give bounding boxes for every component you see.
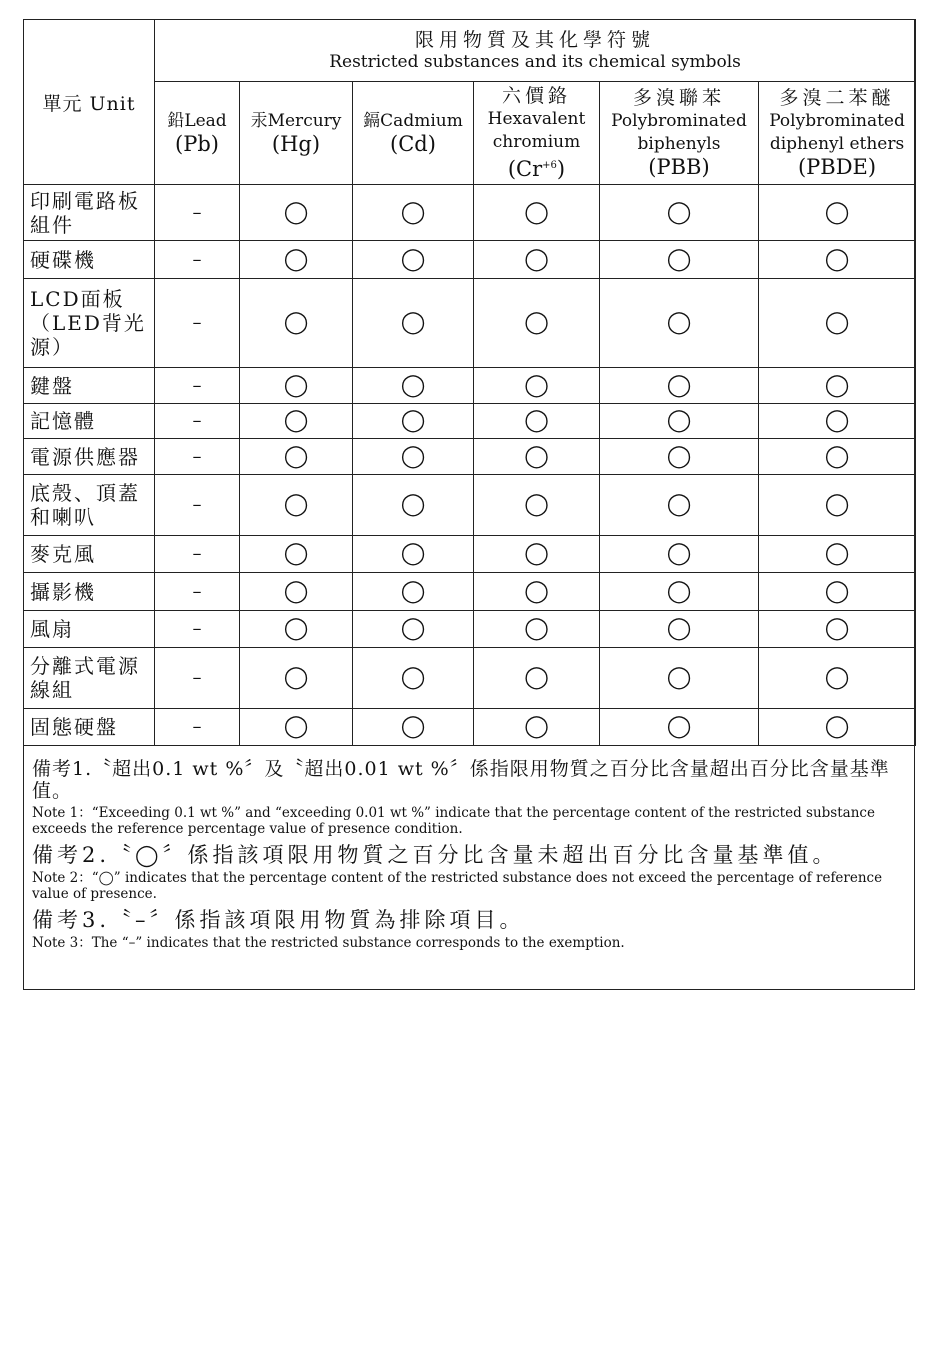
note3-zh: 備考3.〝–〞係指該項限用物質為排除項目。 bbox=[32, 908, 525, 932]
compliance-mark: ◯ bbox=[240, 241, 353, 279]
compliance-mark: ◯ bbox=[759, 573, 916, 611]
compliance-mark: ◯ bbox=[353, 611, 474, 648]
substance-header-pbb bbox=[600, 82, 759, 185]
compliance-mark: ◯ bbox=[600, 573, 759, 611]
substance-symbol: (Hg) bbox=[271, 132, 321, 156]
compliance-mark: ◯ bbox=[353, 709, 474, 746]
compliance-mark: ◯ bbox=[353, 404, 474, 439]
exemption-mark: – bbox=[155, 611, 240, 648]
table-row bbox=[24, 368, 916, 404]
compliance-mark: ◯ bbox=[759, 475, 916, 536]
exemption-mark: – bbox=[155, 185, 240, 241]
unit-cell: 鍵盤 bbox=[24, 368, 155, 404]
exemption-mark: – bbox=[155, 648, 240, 709]
compliance-mark: ◯ bbox=[759, 185, 916, 241]
compliance-mark: ◯ bbox=[353, 573, 474, 611]
compliance-mark: ◯ bbox=[353, 648, 474, 709]
compliance-mark: ◯ bbox=[759, 648, 916, 709]
compliance-mark: ◯ bbox=[240, 573, 353, 611]
compliance-mark: ◯ bbox=[759, 368, 916, 404]
compliance-mark: ◯ bbox=[240, 648, 353, 709]
compliance-mark: ◯ bbox=[600, 279, 759, 368]
compliance-mark: ◯ bbox=[240, 709, 353, 746]
compliance-mark: ◯ bbox=[600, 241, 759, 279]
unit-cell: 固態硬盤 bbox=[24, 709, 155, 746]
unit-cell: 底殼、頂蓋和喇叭 bbox=[24, 475, 155, 536]
compliance-mark: ◯ bbox=[759, 709, 916, 746]
substance-en-line1: Polybrominated bbox=[769, 111, 905, 131]
exemption-mark: – bbox=[155, 368, 240, 404]
compliance-mark: ◯ bbox=[353, 185, 474, 241]
compliance-mark: ◯ bbox=[600, 475, 759, 536]
unit-cell: LCD面板（LED背光源） bbox=[24, 279, 155, 368]
compliance-mark: ◯ bbox=[600, 536, 759, 573]
compliance-mark: ◯ bbox=[474, 279, 600, 368]
compliance-mark: ◯ bbox=[474, 368, 600, 404]
restricted-substances-header bbox=[155, 20, 916, 82]
compliance-mark: ◯ bbox=[474, 185, 600, 241]
compliance-mark: ◯ bbox=[474, 573, 600, 611]
substance-en: Cadmium bbox=[380, 111, 463, 131]
exemption-mark: – bbox=[155, 241, 240, 279]
substance-zh: 六價鉻 bbox=[501, 85, 571, 107]
compliance-mark: ◯ bbox=[240, 475, 353, 536]
compliance-mark: ◯ bbox=[600, 368, 759, 404]
compliance-mark: ◯ bbox=[600, 404, 759, 439]
table-row bbox=[24, 241, 916, 279]
unit-cell: 電源供應器 bbox=[24, 439, 155, 475]
substance-header-pbde bbox=[759, 82, 916, 185]
unit-cell: 硬碟機 bbox=[24, 241, 155, 279]
table-body bbox=[24, 185, 916, 746]
unit-cell: 風扇 bbox=[24, 611, 155, 648]
compliance-mark: ◯ bbox=[474, 439, 600, 475]
compliance-mark: ◯ bbox=[759, 404, 916, 439]
compliance-mark: ◯ bbox=[474, 475, 600, 536]
table-row bbox=[24, 709, 916, 746]
table-row bbox=[24, 439, 916, 475]
compliance-mark: ◯ bbox=[353, 536, 474, 573]
substance-en: Lead bbox=[184, 111, 227, 131]
compliance-mark: ◯ bbox=[353, 475, 474, 536]
substance-en-line2: chromium bbox=[492, 132, 581, 152]
substance-symbol: $(Cr^{+6})$ bbox=[507, 157, 566, 181]
charge-superscript: +6 bbox=[542, 160, 557, 171]
unit-cell: 攝影機 bbox=[24, 573, 155, 611]
compliance-mark: ◯ bbox=[240, 279, 353, 368]
unit-cell: 記憶體 bbox=[24, 404, 155, 439]
compliance-mark: ◯ bbox=[759, 536, 916, 573]
compliance-mark: ◯ bbox=[474, 709, 600, 746]
substance-zh: 多溴聯苯 bbox=[632, 87, 725, 109]
substance-en: Mercury bbox=[267, 111, 342, 131]
compliance-mark: ◯ bbox=[240, 368, 353, 404]
compliance-mark: ◯ bbox=[600, 439, 759, 475]
compliance-mark: ◯ bbox=[353, 439, 474, 475]
substance-header-cadmium bbox=[353, 82, 474, 185]
table-row bbox=[24, 404, 916, 439]
table-row bbox=[24, 611, 916, 648]
table-row bbox=[24, 185, 916, 241]
note1-zh: 備考1.〝超出0.1 wt %〞及〝超出0.01 wt %〞係指限用物質之百分比含量超出百分比含量基準值。 bbox=[32, 758, 890, 802]
substance-en-line2: diphenyl ethers bbox=[769, 134, 905, 154]
exemption-mark: – bbox=[155, 536, 240, 573]
note3-en: Note 3：The “–” indicates that the restricted substance corresponds to the exemption. bbox=[32, 935, 625, 951]
compliance-mark: ◯ bbox=[240, 404, 353, 439]
compliance-mark: ◯ bbox=[600, 648, 759, 709]
exemption-mark: – bbox=[155, 709, 240, 746]
compliance-mark: ◯ bbox=[353, 241, 474, 279]
substance-symbol: (PBB) bbox=[648, 155, 710, 179]
substance-header-lead bbox=[155, 82, 240, 185]
compliance-mark: ◯ bbox=[240, 536, 353, 573]
compliance-mark: ◯ bbox=[759, 279, 916, 368]
compliance-mark: ◯ bbox=[240, 611, 353, 648]
rohs-declaration bbox=[23, 19, 915, 990]
substance-en-line1: Polybrominated bbox=[611, 111, 747, 131]
compliance-mark: ◯ bbox=[353, 368, 474, 404]
compliance-mark: ◯ bbox=[600, 185, 759, 241]
table-row bbox=[24, 279, 916, 368]
substance-header-hexavalent-chromium bbox=[474, 82, 600, 185]
exemption-mark: – bbox=[155, 475, 240, 536]
exemption-mark: – bbox=[155, 573, 240, 611]
unit-cell: 印刷電路板組件 bbox=[24, 185, 155, 241]
substance-zh: 鉛 bbox=[167, 111, 185, 131]
compliance-mark: ◯ bbox=[759, 439, 916, 475]
restricted-header-en: Restricted substances and its chemical symbols bbox=[329, 51, 741, 72]
compliance-mark: ◯ bbox=[474, 536, 600, 573]
table-row bbox=[24, 536, 916, 573]
note2-en: Note 2：“◯” indicates that the percentage content of the restricted substance does not exceed the percentage of reference value of presence. bbox=[32, 870, 883, 902]
substance-zh: 多溴二苯醚 bbox=[779, 87, 895, 109]
exemption-mark: – bbox=[155, 279, 240, 368]
compliance-mark: ◯ bbox=[353, 279, 474, 368]
compliance-mark: ◯ bbox=[240, 185, 353, 241]
compliance-mark: ◯ bbox=[240, 439, 353, 475]
substance-header-mercury bbox=[240, 82, 353, 185]
exemption-mark: – bbox=[155, 439, 240, 475]
compliance-mark: ◯ bbox=[474, 611, 600, 648]
substance-zh: 鎘 bbox=[363, 111, 381, 131]
substance-symbol: (Cd) bbox=[390, 132, 436, 156]
exemption-mark: – bbox=[155, 404, 240, 439]
compliance-mark: ◯ bbox=[474, 404, 600, 439]
substance-en-line1: Hexavalent bbox=[487, 109, 586, 129]
notes-section bbox=[32, 758, 902, 957]
substance-symbol: (PBDE) bbox=[797, 155, 877, 179]
note2-zh: 備考2.〝◯〞係指該項限用物質之百分比含量未超出百分比含量基準值。 bbox=[32, 843, 838, 867]
substance-zh: 汞 bbox=[250, 111, 268, 131]
table-row bbox=[24, 648, 916, 709]
table-row bbox=[24, 475, 916, 536]
unit-cell: 麥克風 bbox=[24, 536, 155, 573]
unit-cell: 分離式電源線組 bbox=[24, 648, 155, 709]
compliance-mark: ◯ bbox=[600, 709, 759, 746]
compliance-mark: ◯ bbox=[600, 611, 759, 648]
compliance-mark: ◯ bbox=[759, 611, 916, 648]
unit-column-header: 單元 Unit bbox=[24, 20, 155, 185]
compliance-mark: ◯ bbox=[474, 241, 600, 279]
substance-en-line2: biphenyls bbox=[637, 134, 721, 154]
substance-symbol: (Pb) bbox=[175, 132, 219, 156]
compliance-mark: ◯ bbox=[759, 241, 916, 279]
compliance-mark: ◯ bbox=[474, 648, 600, 709]
note1-en: Note 1：“Exceeding 0.1 wt %” and “exceeding 0.01 wt %” indicate that the percentage content of the restricted substance exceeds the reference percentage value of presence condition. bbox=[32, 805, 875, 837]
restricted-substances-table bbox=[23, 19, 916, 746]
table-row bbox=[24, 573, 916, 611]
restricted-header-zh: 限用物質及其化學符號 bbox=[415, 28, 656, 51]
